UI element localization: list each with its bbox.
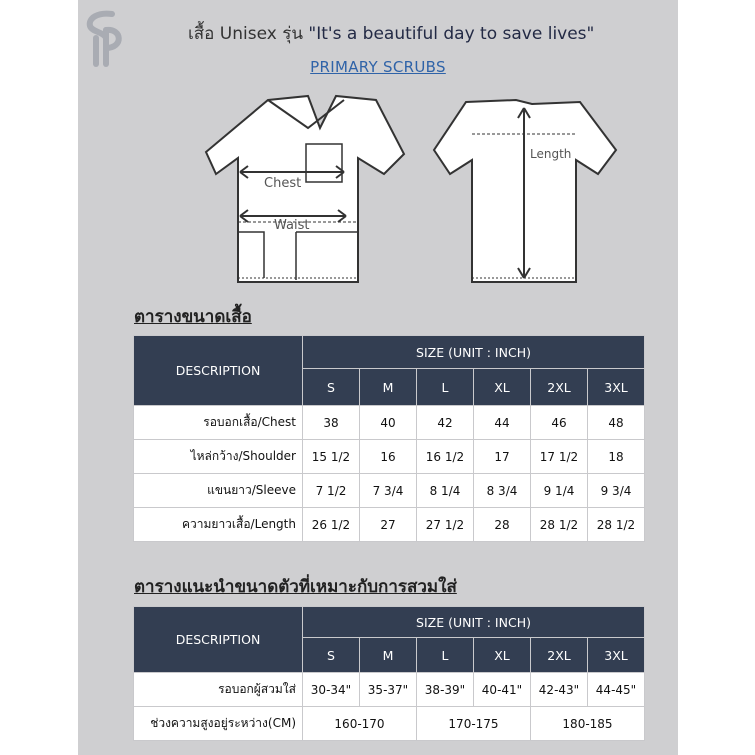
fit-chart-title: ตารางแนะนำขนาดตัวที่เหมาะกับการสวมใส่ — [134, 577, 457, 597]
table-cell: 8 3/4 — [474, 474, 531, 508]
size-label: 2XL — [531, 369, 588, 406]
table-cell: 9 1/4 — [531, 474, 588, 508]
title-model: รุ่น — [282, 24, 303, 44]
table-cell: 26 1/2 — [303, 508, 360, 542]
table-cell: 38 — [303, 406, 360, 440]
size-label: M — [360, 638, 417, 673]
table-cell: 15 1/2 — [303, 440, 360, 474]
table-cell: 180-185 — [531, 707, 645, 741]
table-cell: 17 — [474, 440, 531, 474]
chest-label: Chest — [264, 176, 302, 191]
brand-name: PRIMARY SCRUBS — [310, 58, 446, 76]
table-cell: 30-34" — [303, 673, 360, 707]
table-cell: 42-43" — [531, 673, 588, 707]
size-label: M — [360, 369, 417, 406]
unit-header: SIZE (UNIT : INCH) — [303, 336, 645, 369]
unit-header: SIZE (UNIT : INCH) — [303, 607, 645, 638]
table-cell: 28 1/2 — [588, 508, 645, 542]
size-label: 2XL — [531, 638, 588, 673]
table-cell: 7 1/2 — [303, 474, 360, 508]
product-title — [188, 20, 668, 47]
size-label: XL — [474, 638, 531, 673]
table-cell: 18 — [588, 440, 645, 474]
row-label: ช่วงความสูงอยู่ระหว่าง(CM) — [134, 707, 303, 741]
table-row — [134, 508, 645, 542]
size-label: 3XL — [588, 638, 645, 673]
table-cell: 28 — [474, 508, 531, 542]
description-header: DESCRIPTION — [134, 607, 303, 673]
table-cell: 160-170 — [303, 707, 417, 741]
waist-label: Waist — [274, 218, 310, 233]
length-label: Length — [530, 147, 572, 161]
table-cell: 170-175 — [417, 707, 531, 741]
description-header: DESCRIPTION — [134, 336, 303, 406]
size-label: XL — [474, 369, 531, 406]
row-label: รอบอกเสื้อ/Chest — [134, 406, 303, 440]
table-cell: 44-45" — [588, 673, 645, 707]
table-cell: 40 — [360, 406, 417, 440]
table-cell: 16 1/2 — [417, 440, 474, 474]
table-row — [134, 440, 645, 474]
table-cell: 16 — [360, 440, 417, 474]
title-slogan: "It's a beautiful day to save lives" — [308, 24, 595, 44]
scrub-measurement-illustration — [196, 92, 636, 292]
table-cell: 40-41" — [474, 673, 531, 707]
fit-chart-header-row — [134, 607, 645, 638]
table-cell: 7 3/4 — [360, 474, 417, 508]
row-label: ความยาวเสื้อ/Length — [134, 508, 303, 542]
table-cell: 28 1/2 — [531, 508, 588, 542]
table-cell: 44 — [474, 406, 531, 440]
size-label: S — [303, 638, 360, 673]
table-row — [134, 474, 645, 508]
table-cell: 17 1/2 — [531, 440, 588, 474]
table-cell: 27 — [360, 508, 417, 542]
size-label: L — [417, 369, 474, 406]
table-cell: 8 1/4 — [417, 474, 474, 508]
size-label: S — [303, 369, 360, 406]
size-label: 3XL — [588, 369, 645, 406]
row-label: ไหล่กว้าง/Shoulder — [134, 440, 303, 474]
table-cell: 46 — [531, 406, 588, 440]
table-row — [134, 406, 645, 440]
size-guide-sheet — [78, 0, 678, 755]
table-cell: 38-39" — [417, 673, 474, 707]
table-cell: 27 1/2 — [417, 508, 474, 542]
title-prefix: เสื้อ Unisex — [188, 24, 277, 44]
front-shirt-drawing — [206, 96, 404, 282]
size-chart-table — [133, 335, 645, 542]
table-row — [134, 707, 645, 741]
row-label: แขนยาว/Sleeve — [134, 474, 303, 508]
fit-chart-table — [133, 606, 645, 741]
row-label: รอบอกผู้สวมใส่ — [134, 673, 303, 707]
size-label: L — [417, 638, 474, 673]
table-cell: 9 3/4 — [588, 474, 645, 508]
table-cell: 35-37" — [360, 673, 417, 707]
size-chart-title: ตารางขนาดเสื้อ — [134, 307, 252, 327]
table-row — [134, 673, 645, 707]
table-cell: 42 — [417, 406, 474, 440]
size-chart-header-row — [134, 336, 645, 369]
table-cell: 48 — [588, 406, 645, 440]
